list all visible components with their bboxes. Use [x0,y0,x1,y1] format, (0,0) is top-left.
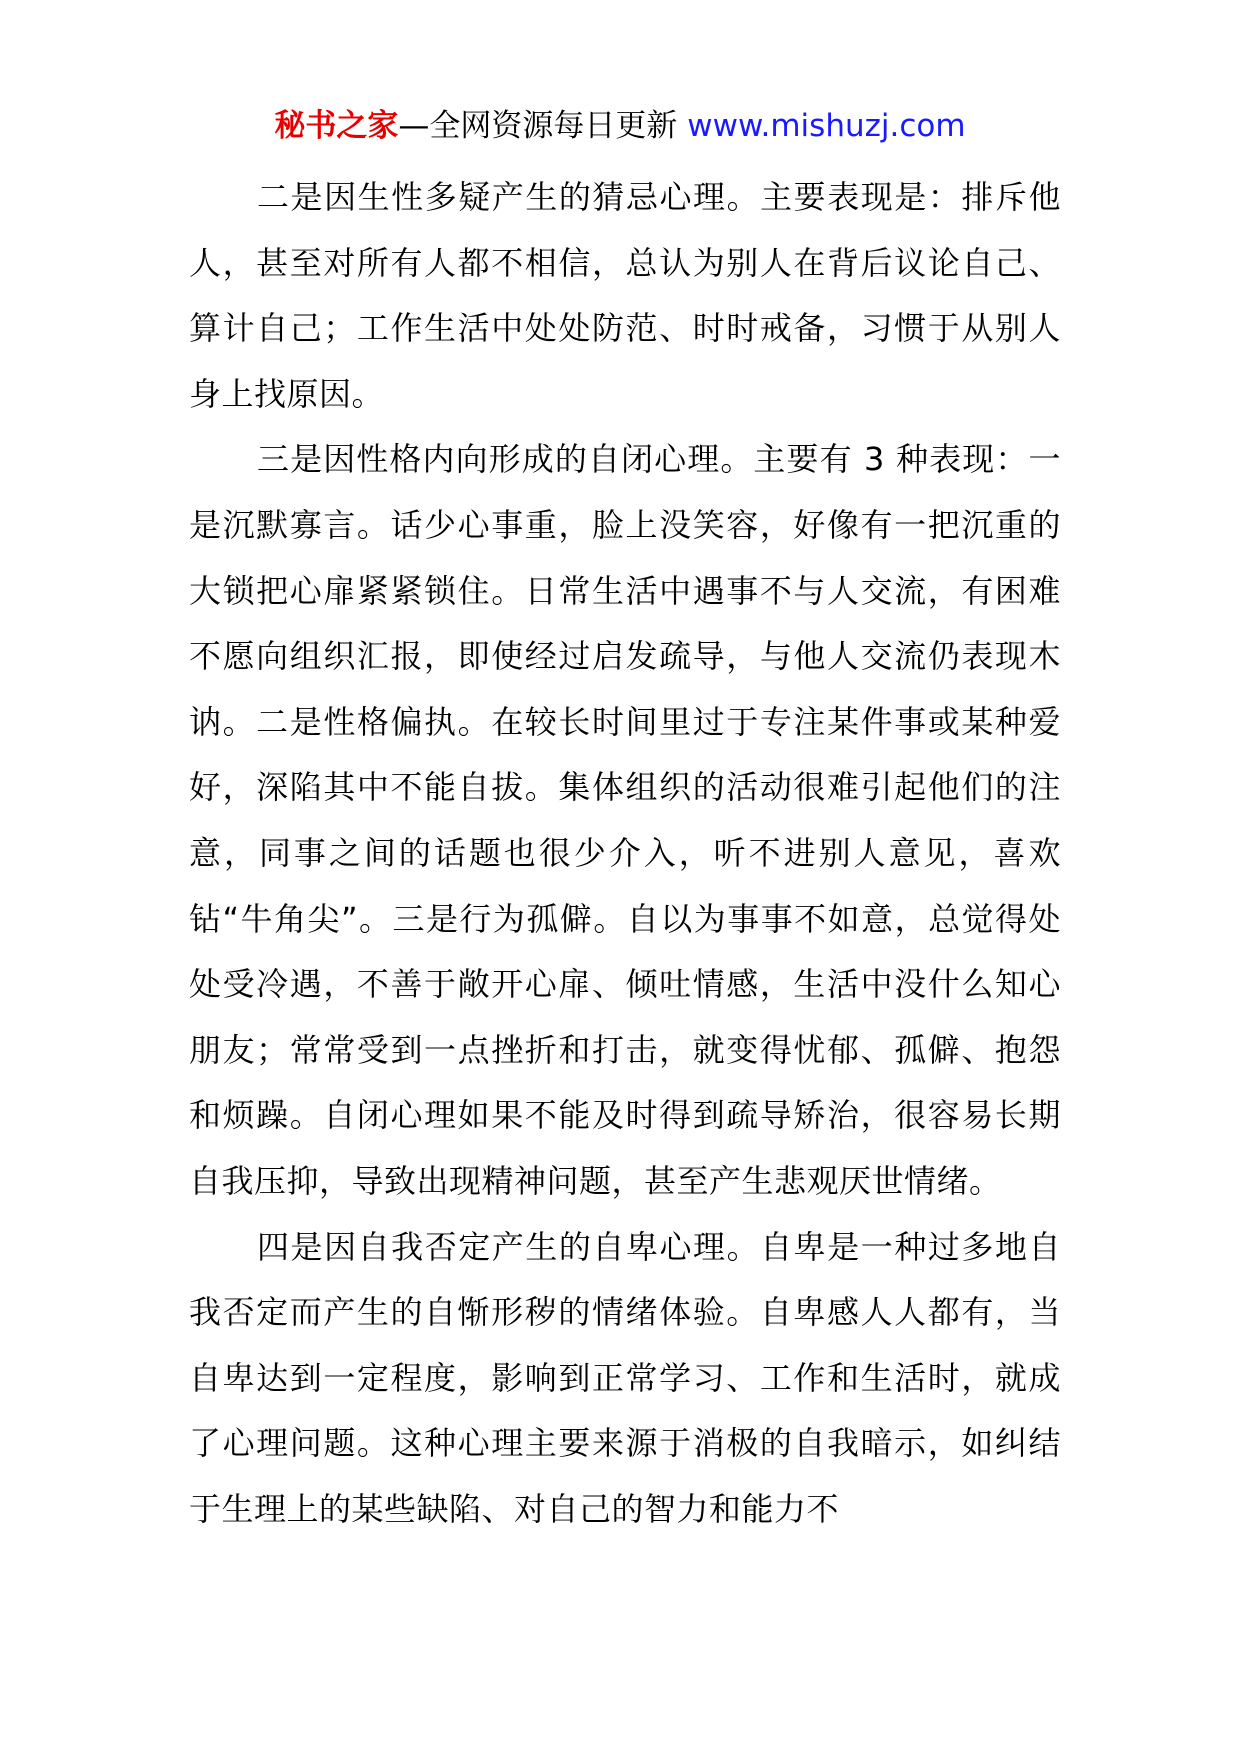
page-header [0,104,1240,148]
website-link[interactable]: www.mishuzj.com [687,108,966,144]
document-body [189,165,1061,1542]
paragraph-inferiority: 四是因自我否定产生的自卑心理。自卑是一种过多地自我否定而产生的自惭形秽的情绪体验。自卑感人人都有，当自卑达到一定程度，影响到正常学习、工作和生活时，就成了心理问题。这种心理主要来源于消极的自我暗示，如纠结于生理上的某些缺陷、对自己的智力和能力不 [189,1227,1061,1528]
brand-name: 秘书之家 [274,108,399,144]
paragraph-suspicion: 二是因生性多疑产生的猜忌心理。主要表现是：排斥他人，甚至对所有人都不相信，总认为别人在背后议论自己、算计自己；工作生活中处处防范、时时戒备，习惯于从别人身上找原因。 [189,178,1061,413]
paragraph-autism: 三是因性格内向形成的自闭心理。主要有 3 种表现：一是沉默寡言。话少心事重，脸上没笑容，好像有一把沉重的大锁把心扉紧紧锁住。日常生活中遇事不与人交流，有困难不愿向组织汇报，即使经过启发疏导，与他人交流仍表现木讷。二是性格偏执。在较长时间里过于专注某件事或某种爱好，深陷其中不能自拔。集体组织的活动很难引起他们的注意，同事之间的话题也很少介入，听不进别人意见，喜欢钻“牛角尖”。三是行为孤僻。自以为事事不如意，总觉得处处受冷遇，不善于敞开心扉、倾吐情感，生活中没什么知心朋友；常常受到一点挫折和打击，就变得忧郁、孤僻、抱怨和烦躁。自闭心理如果不能及时得到疏导矫治，很容易长期自我压抑，导致出现精神问题，甚至产生悲观厌世情绪。 [189,440,1061,1200]
header-slogan: —全网资源每日更新 [398,108,688,144]
